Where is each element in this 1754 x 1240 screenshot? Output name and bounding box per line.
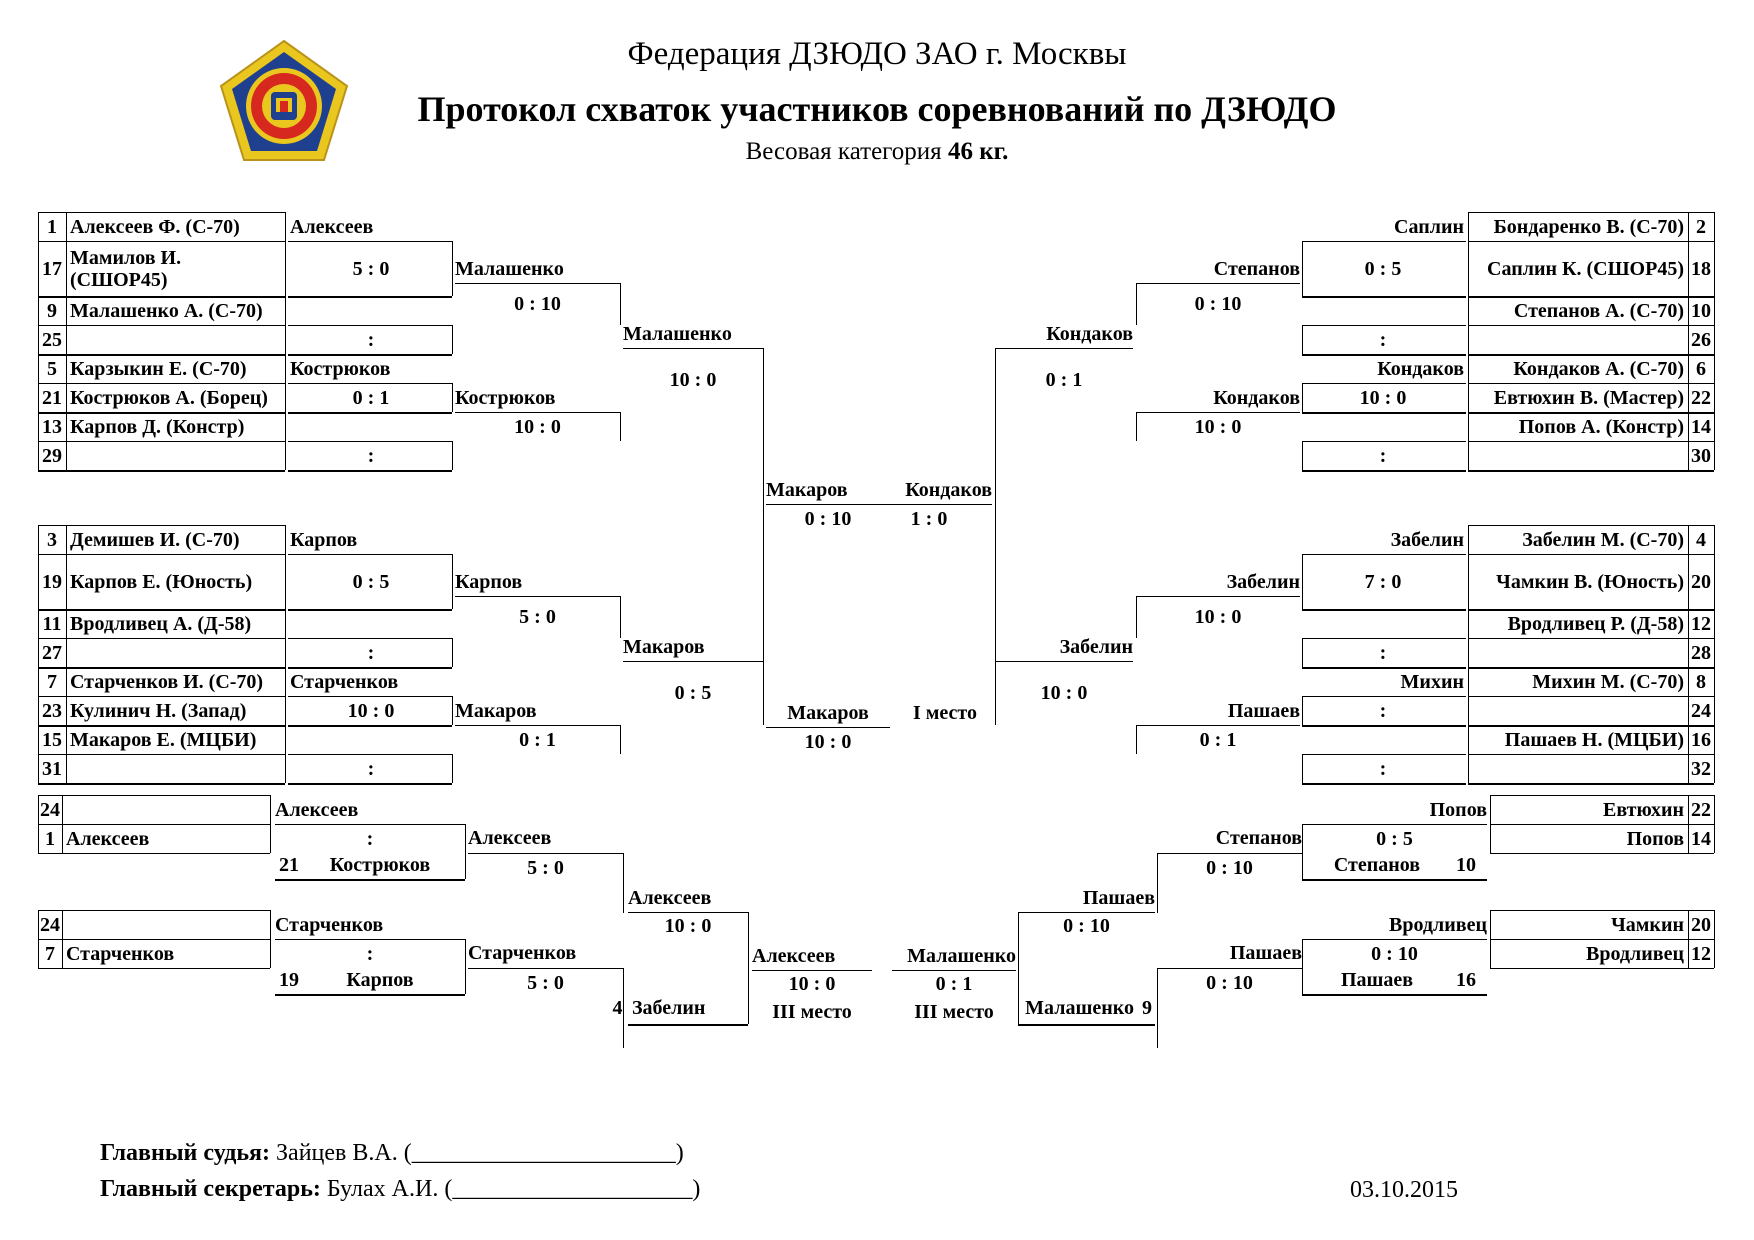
r2-score: 10 : 0 xyxy=(1194,606,1242,628)
seed-number: 31 xyxy=(42,757,62,780)
seed-number: 7 xyxy=(47,670,57,693)
chief-judge xyxy=(100,1140,684,1167)
seed-number: 26 xyxy=(1691,328,1711,351)
rep-r1-winner: Алексеев xyxy=(275,799,359,821)
r1-score: 0 : 1 xyxy=(352,386,390,409)
seed-number: 20 xyxy=(1691,570,1711,593)
r1-winner xyxy=(290,296,452,325)
participant-name: Карпов Е. (Юность) xyxy=(70,570,253,593)
r2-winner: Забелин xyxy=(1226,571,1300,593)
rep-r3-score: 0 : 10 xyxy=(1063,915,1110,937)
r1-winner: Михин xyxy=(1400,671,1464,693)
participant-name: Кондаков А. (С-70) xyxy=(1513,357,1684,380)
bronze-right-score: 0 : 1 xyxy=(935,973,973,995)
third-place-label: III место xyxy=(772,1001,852,1023)
loser-name: Кострюков xyxy=(329,854,431,876)
chief-secretary xyxy=(100,1176,700,1203)
participant-name xyxy=(66,754,285,783)
participant-name: Старченков xyxy=(66,942,175,965)
seed-number: 7 xyxy=(45,942,55,965)
rep-r2-score: 5 : 0 xyxy=(527,856,564,879)
rep-r2-score: 5 : 0 xyxy=(527,971,564,994)
category-value: 46 кг. xyxy=(947,138,1009,165)
participant-name: Попов А. (Констр) xyxy=(1518,415,1684,438)
rep-r1-winner: Старченков xyxy=(275,914,384,936)
r2-winner: Макаров xyxy=(455,700,537,722)
loser-number: 19 xyxy=(279,969,299,991)
r2-winner: Малашенко xyxy=(455,258,564,280)
participant-name: Пашаев Н. (МЦБИ) xyxy=(1504,728,1684,751)
category-label: Весовая категория xyxy=(745,138,942,165)
participant-name: Кулинич Н. (Запад) xyxy=(70,699,247,722)
r1-score: 0 : 5 xyxy=(1364,257,1402,280)
r2-score: 0 : 10 xyxy=(1194,293,1242,315)
seed-number: 25 xyxy=(42,328,62,351)
loser-number: 21 xyxy=(279,854,299,876)
participant-name: Евтюхин В. (Мастер) xyxy=(1493,386,1684,409)
r1-score: 10 : 0 xyxy=(347,699,395,722)
participant-name: Бондаренко В. (С-70) xyxy=(1493,215,1684,238)
seed-number: 13 xyxy=(42,415,62,438)
r2-winner: Степанов xyxy=(1213,258,1300,280)
r1-winner: Кондаков xyxy=(1377,358,1464,380)
seed-number: 4 xyxy=(1696,528,1706,551)
participant-name: Кострюков А. (Борец) xyxy=(70,386,268,409)
semi-left-score: 0 : 10 xyxy=(804,507,852,530)
r2-winner: Карпов xyxy=(455,571,523,593)
r3-score: 0 : 5 xyxy=(674,681,712,704)
r1-winner xyxy=(1302,725,1464,754)
seed-number: 12 xyxy=(1691,942,1711,965)
r1-score: : xyxy=(367,328,375,351)
rep-r2-winner: Пашаев xyxy=(1229,942,1302,964)
loser-name: Пашаев xyxy=(1340,969,1414,991)
loser-name: Забелин xyxy=(632,997,706,1019)
participant-name xyxy=(1468,441,1688,470)
rep-r2-winner: Алексеев xyxy=(468,827,552,849)
r3-winner: Забелин xyxy=(1059,635,1133,658)
protocol-date: 03.10.2015 xyxy=(1350,1177,1458,1203)
seed-number: 2 xyxy=(1696,215,1706,238)
judge-name: Зайцев В.А. (______________________) xyxy=(276,1140,684,1166)
seed-number: 3 xyxy=(47,528,57,551)
secretary-name: Булах А.И. (____________________) xyxy=(326,1176,701,1202)
seed-number: 19 xyxy=(42,570,62,593)
third-place-label: III место xyxy=(914,1001,994,1023)
seed-number: 21 xyxy=(42,386,62,409)
participant-name xyxy=(1468,696,1688,725)
r2-score: 0 : 1 xyxy=(519,728,556,751)
participant-name: Вродливец А. (Д-58) xyxy=(70,612,252,635)
seed-number: 22 xyxy=(1691,386,1711,409)
rep-r1-winner: Вродливец xyxy=(1389,914,1487,936)
r2-score: 0 : 10 xyxy=(514,293,561,315)
final-winner: Макаров xyxy=(787,702,869,724)
r3-score: 10 : 0 xyxy=(1040,681,1088,704)
r2-winner: Кондаков xyxy=(1213,387,1300,409)
participant-name: Макаров Е. (МЦБИ) xyxy=(70,728,257,751)
r1-winner: Саплин xyxy=(1394,216,1464,238)
r1-score: : xyxy=(367,641,375,664)
r1-winner: Алексеев xyxy=(290,216,374,238)
participant-name: Карзыкин Е. (С-70) xyxy=(70,357,247,380)
seed-number: 11 xyxy=(42,612,62,635)
seed-number: 24 xyxy=(40,798,60,821)
r1-score: 5 : 0 xyxy=(352,257,390,280)
r2-winner: Пашаев xyxy=(1227,700,1300,722)
judge-label: Главный судья: xyxy=(100,1140,271,1166)
participant-name: Мамилов И. (СШОР45) xyxy=(70,246,182,291)
r2-score: 10 : 0 xyxy=(1194,415,1242,438)
loser-name: Малашенко xyxy=(1025,997,1134,1019)
seed-number: 14 xyxy=(1691,415,1711,438)
rep-r1-score: 0 : 10 xyxy=(1371,942,1418,965)
participant-name xyxy=(1468,325,1688,354)
participant-name: Алексеев Ф. (С-70) xyxy=(70,215,240,238)
secretary-label: Главный секретарь: xyxy=(100,1176,321,1202)
seed-number: 17 xyxy=(42,257,62,280)
semi-right-score: 1 : 0 xyxy=(910,507,948,530)
seed-number: 14 xyxy=(1691,827,1711,850)
seed-number: 24 xyxy=(40,913,60,936)
seed-number: 23 xyxy=(42,699,62,722)
seed-number: 29 xyxy=(42,444,62,467)
participant-name xyxy=(1468,638,1688,667)
seed-number: 18 xyxy=(1691,257,1711,280)
r1-score: 10 : 0 xyxy=(1359,386,1407,409)
r1-score: : xyxy=(1379,444,1387,467)
r3-winner: Кондаков xyxy=(1046,322,1133,345)
loser-number: 4 xyxy=(612,997,623,1019)
r1-winner: Забелин xyxy=(1390,529,1464,551)
r3-score: 10 : 0 xyxy=(669,368,717,391)
loser-number: 10 xyxy=(1456,854,1476,876)
final-score: 10 : 0 xyxy=(804,730,852,753)
semi-left-winner: Макаров xyxy=(766,479,848,501)
bronze-right-winner: Малашенко xyxy=(907,945,1016,967)
participant-name: Вродливец Р. (Д-58) xyxy=(1507,612,1684,635)
rep-r3-score: 10 : 0 xyxy=(664,915,712,937)
r1-score: : xyxy=(1379,328,1387,351)
bronze-left-score: 10 : 0 xyxy=(788,973,836,995)
participant-name xyxy=(66,638,285,667)
r3-winner: Макаров xyxy=(623,635,705,658)
participant-name xyxy=(62,795,270,824)
rep-r2-score: 0 : 10 xyxy=(1206,856,1253,879)
seed-number: 1 xyxy=(47,215,57,238)
seed-number: 5 xyxy=(47,357,57,380)
r2-score: 5 : 0 xyxy=(519,606,556,628)
participant-name xyxy=(66,441,285,470)
rep-r3-winner: Пашаев xyxy=(1082,887,1155,909)
participant-name xyxy=(1468,754,1688,783)
rep-r2-score: 0 : 10 xyxy=(1206,971,1253,994)
participant-name: Старченков И. (С-70) xyxy=(70,670,264,693)
seed-number: 1 xyxy=(45,827,55,850)
r1-winner xyxy=(290,725,452,754)
loser-name: Карпов xyxy=(346,969,414,991)
seed-number: 10 xyxy=(1691,299,1711,322)
seed-number: 32 xyxy=(1691,757,1711,780)
federation-name: Федерация ДЗЮДО ЗАО г. Москвы xyxy=(627,36,1127,72)
participant-name: Саплин К. (СШОР45) xyxy=(1487,257,1684,280)
participant-name xyxy=(66,325,285,354)
seed-number: 15 xyxy=(42,728,62,751)
seed-number: 22 xyxy=(1691,798,1711,821)
seed-number: 6 xyxy=(1696,357,1706,380)
semi-right-winner: Кондаков xyxy=(905,479,992,501)
rep-r1-score: : xyxy=(366,827,374,850)
loser-name: Степанов xyxy=(1333,854,1421,876)
rep-r3-winner: Алексеев xyxy=(628,887,712,909)
r1-winner xyxy=(1302,412,1464,441)
r1-winner xyxy=(290,412,452,441)
seed-number: 27 xyxy=(42,641,62,664)
r1-score: 0 : 5 xyxy=(352,570,390,593)
r1-score: : xyxy=(1379,699,1387,722)
r1-winner xyxy=(1302,296,1464,325)
participant-name: Карпов Д. (Констр) xyxy=(70,415,245,438)
r1-winner: Кострюков xyxy=(290,358,391,380)
first-place-label: I место xyxy=(913,702,977,724)
seed-number: 8 xyxy=(1696,670,1706,693)
participant-name: Попов xyxy=(1626,827,1684,850)
rep-r1-score: 0 : 5 xyxy=(1376,827,1413,850)
r1-score: : xyxy=(367,444,375,467)
r1-score: 7 : 0 xyxy=(1364,570,1402,593)
r1-winner: Старченков xyxy=(290,671,399,693)
seed-number: 9 xyxy=(47,299,57,322)
participant-name: Михин М. (С-70) xyxy=(1532,670,1684,693)
participant-name: Вродливец xyxy=(1586,942,1684,965)
seed-number: 28 xyxy=(1691,641,1711,664)
r3-winner: Малашенко xyxy=(623,322,732,345)
seed-number: 12 xyxy=(1691,612,1711,635)
r2-winner: Кострюков xyxy=(455,387,556,409)
r2-score: 10 : 0 xyxy=(514,415,561,438)
rep-r2-winner: Степанов xyxy=(1215,827,1302,849)
participant-name: Забелин М. (С-70) xyxy=(1522,528,1684,551)
r1-winner xyxy=(1302,609,1464,638)
seed-number: 16 xyxy=(1691,728,1711,751)
participant-name xyxy=(62,910,270,939)
r3-score: 0 : 1 xyxy=(1045,368,1083,391)
participant-name: Чамкин xyxy=(1611,913,1684,936)
rep-r1-score: : xyxy=(366,942,374,965)
r1-score: : xyxy=(367,757,375,780)
participant-name: Алексеев xyxy=(66,827,150,850)
seed-number: 20 xyxy=(1691,913,1711,936)
r1-score: : xyxy=(1379,757,1387,780)
participant-name: Демишев И. (С-70) xyxy=(70,528,240,551)
r2-score: 0 : 1 xyxy=(1199,728,1237,751)
loser-number: 16 xyxy=(1456,969,1476,991)
page-title: Протокол схваток участников соревнований по ДЗЮДО xyxy=(417,89,1337,129)
seed-number: 30 xyxy=(1691,444,1711,467)
participant-name: Евтюхин xyxy=(1602,798,1684,821)
seed-number: 24 xyxy=(1691,699,1711,722)
weight-category xyxy=(0,138,1754,166)
participant-name: Малашенко А. (С-70) xyxy=(70,299,263,322)
r1-winner xyxy=(290,609,452,638)
loser-number: 9 xyxy=(1142,997,1152,1019)
r1-score: : xyxy=(1379,641,1387,664)
rep-r2-winner: Старченков xyxy=(468,942,577,964)
bronze-left-winner: Алексеев xyxy=(752,945,836,967)
participant-name: Чамкин В. (Юность) xyxy=(1496,570,1684,593)
participant-name: Степанов А. (С-70) xyxy=(1513,299,1684,322)
rep-r1-winner: Попов xyxy=(1429,799,1487,821)
r1-winner: Карпов xyxy=(290,529,358,551)
